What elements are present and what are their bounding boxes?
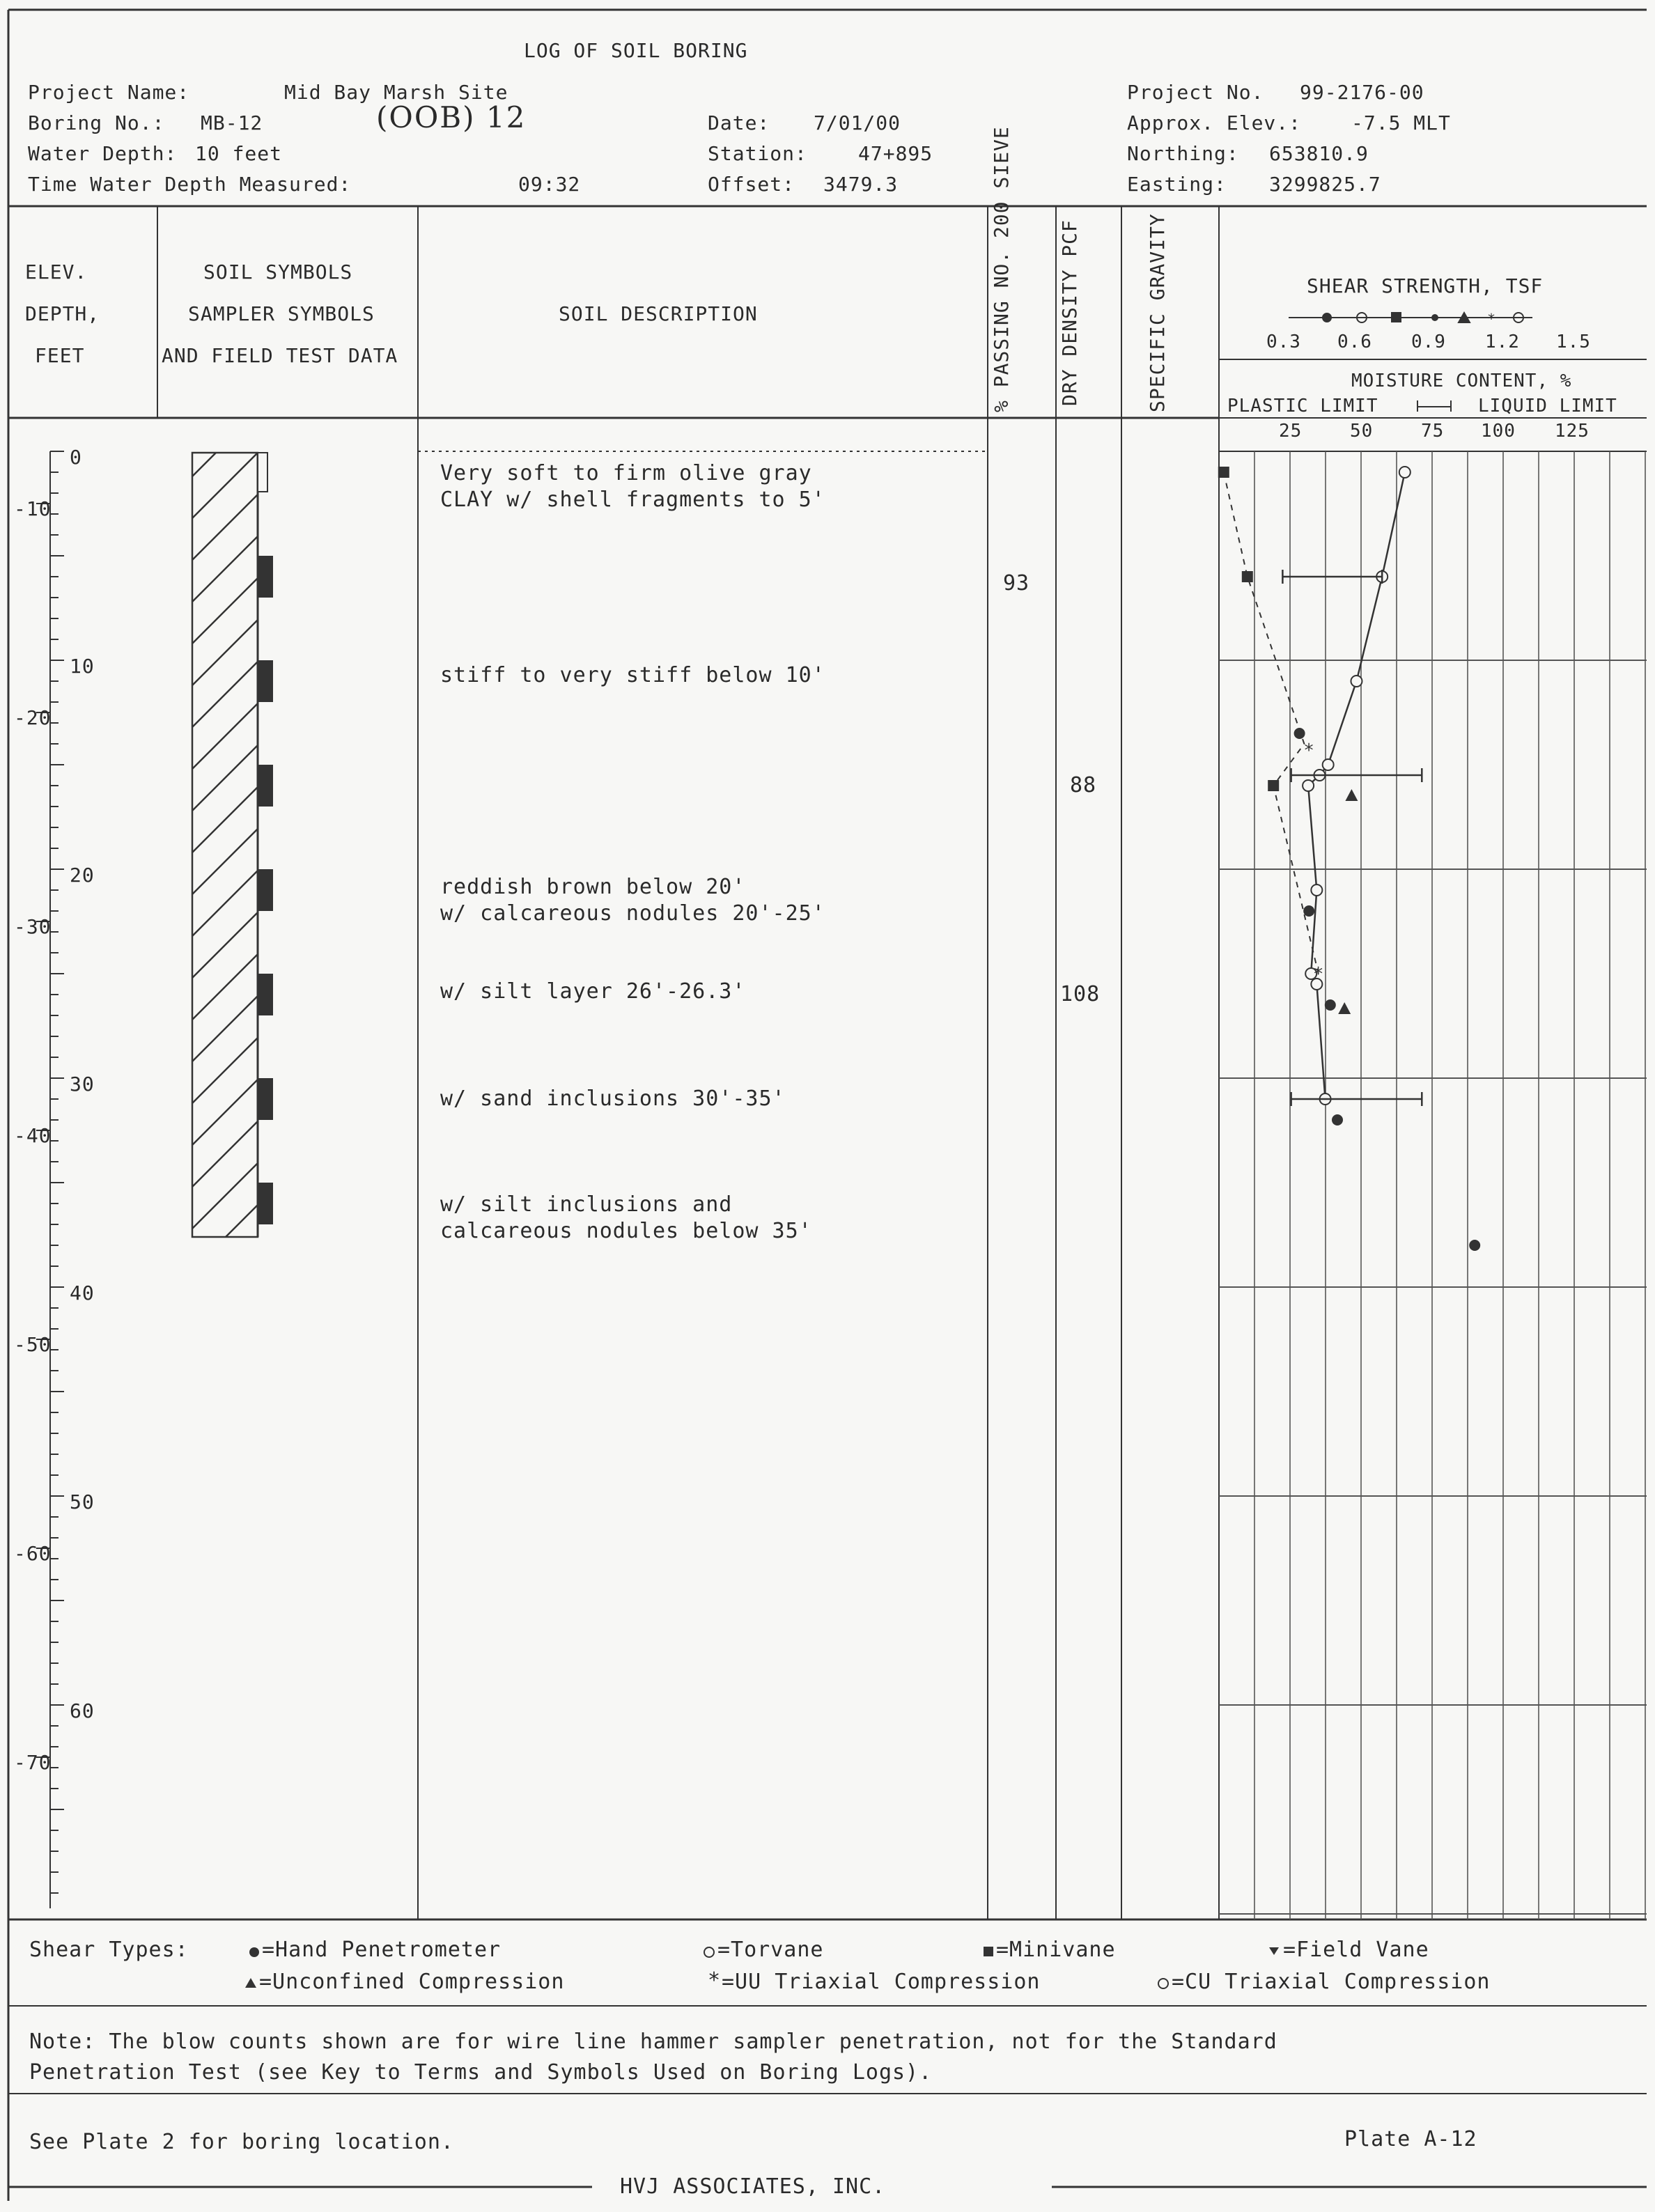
note-line-2: Penetration Test (see Key to Terms and Symbols Used on Boring Logs).: [29, 2060, 933, 2085]
col-passing: % PASSING NO. 200 SIEVE: [990, 126, 1013, 412]
legend-torvane: =Torvane: [717, 1938, 824, 1962]
uu-triaxial-point: *: [1312, 964, 1324, 985]
offset-value: 3479.3: [823, 173, 899, 196]
field-vane-icon: [1269, 1947, 1279, 1955]
moisture-point: [1303, 780, 1314, 791]
moisture-tick-3: 75: [1421, 421, 1445, 442]
offset-label: Offset:: [708, 173, 795, 196]
sampler-block: [258, 453, 267, 492]
moisture-point: [1399, 467, 1411, 478]
project-no-label: Project No.: [1127, 81, 1264, 104]
station-label: Station:: [708, 142, 807, 165]
moisture-point: [1351, 676, 1362, 687]
svg-text:*: *: [1487, 311, 1496, 327]
depth-axis: [36, 451, 64, 1908]
limit-bar-symbol: [1417, 406, 1452, 407]
moisture-content-line: [1308, 472, 1405, 1099]
col-elev-3: FEET: [35, 344, 85, 367]
passing-value-1: 93: [1003, 571, 1030, 595]
date-value: 7/01/00: [814, 111, 901, 134]
uu-triaxial-icon: *: [708, 1968, 722, 1993]
shear-symbol-strip: [1289, 311, 1532, 327]
boring-no: MB-12: [201, 111, 263, 134]
desc-line-1: Very soft to firm olive gray: [440, 461, 812, 485]
density-value-2: 108: [1060, 982, 1101, 1006]
desc-line-8: w/ silt inclusions and: [440, 1192, 733, 1217]
moisture-title: MOISTURE CONTENT, %: [1351, 371, 1572, 391]
easting-label: Easting:: [1127, 173, 1227, 196]
desc-line-6: w/ silt layer 26'-26.3': [440, 979, 746, 1004]
moisture-point: [1323, 759, 1334, 770]
unconfined-compression-icon: [245, 1978, 256, 1988]
station-value: 47+895: [858, 142, 933, 165]
col-sym-1: SOIL SYMBOLS: [203, 260, 353, 283]
moisture-tick-5: 125: [1555, 421, 1590, 442]
elev-label-70: -70: [14, 1751, 52, 1774]
company-name: HVJ ASSOCIATES, INC.: [620, 2174, 886, 2199]
project-no: 99-2176-00: [1300, 81, 1424, 104]
legend-label: Shear Types:: [29, 1938, 189, 1962]
sampler-block: [258, 869, 273, 911]
date-label: Date:: [708, 111, 770, 134]
col-sym-3: AND FIELD TEST DATA: [162, 344, 398, 367]
uu-strength-trend: [1224, 472, 1319, 974]
legend-field-vane: =Field Vane: [1283, 1938, 1429, 1962]
boring-stamp: (OOB) 12: [376, 100, 527, 134]
elev-label-40: -40: [14, 1124, 52, 1147]
hand-penetrometer-point: [1294, 728, 1305, 739]
elev-label-50: -50: [14, 1333, 52, 1356]
moisture-tick-1: 25: [1279, 421, 1303, 442]
col-soil-description: SOIL DESCRIPTION: [559, 302, 758, 325]
legend-cu: =CU Triaxial Compression: [1172, 1970, 1491, 1994]
sampler-block: [258, 1078, 273, 1120]
minivane-point: [1218, 467, 1229, 478]
hand-penetrometer-point: [1325, 999, 1336, 1011]
elev-label: Approx. Elev.:: [1127, 111, 1302, 134]
log-title: LOG OF SOIL BORING: [524, 39, 748, 62]
depth-label-20: 20: [70, 864, 95, 887]
torvane-icon: [704, 1947, 715, 1958]
density-value-1: 88: [1070, 773, 1097, 797]
cu-triaxial-icon: [1158, 1978, 1169, 1989]
desc-line-7: w/ sand inclusions 30'-35': [440, 1086, 786, 1111]
boring-no-label: Boring No.:: [28, 111, 165, 134]
hand-penetrometer-point: [1303, 905, 1314, 917]
depth-label-10: 10: [70, 655, 95, 678]
uu-triaxial-point: *: [1303, 740, 1314, 761]
time-label: Time Water Depth Measured:: [28, 173, 352, 196]
hand-penetrometer-point: [1469, 1240, 1480, 1251]
shear-tick-3: 0.9: [1411, 332, 1446, 352]
easting-value: 3299825.7: [1269, 173, 1381, 196]
elev-label-20: -20: [14, 706, 52, 729]
depth-label-40: 40: [70, 1282, 95, 1304]
sampler-block: [258, 556, 273, 598]
sampler-block: [258, 974, 273, 1015]
minivane-point: [1242, 571, 1253, 582]
depth-label-60: 60: [70, 1699, 95, 1722]
depth-label-0: 0: [70, 446, 82, 469]
project-name: Mid Bay Marsh Site: [284, 81, 508, 104]
elev-label-30: -30: [14, 915, 52, 938]
northing-value: 653810.9: [1269, 142, 1369, 165]
depth-label-50: 50: [70, 1490, 95, 1513]
elev-value: -7.5 MLT: [1351, 111, 1451, 134]
hand-penetrometer-point: [1332, 1114, 1343, 1126]
unconfined-compression-point: [1345, 789, 1358, 801]
moisture-tick-4: 100: [1481, 421, 1516, 442]
sampler-block: [258, 765, 273, 807]
shear-tick-4: 1.2: [1485, 332, 1520, 352]
sampler-block: [258, 660, 273, 702]
shear-tick-1: 0.3: [1266, 332, 1301, 352]
water-depth: 10 feet: [195, 142, 283, 165]
elev-label-60: -60: [14, 1542, 52, 1565]
minivane-icon: [984, 1947, 993, 1956]
time-value: 09:32: [518, 173, 581, 196]
plastic-limit-label: PLASTIC LIMIT: [1227, 396, 1378, 416]
shear-tick-5: 1.5: [1556, 332, 1591, 352]
moisture-tick-2: 50: [1350, 421, 1374, 442]
col-specific-gravity: SPECIFIC GRAVITY: [1146, 213, 1169, 412]
desc-line-4: reddish brown below 20': [440, 875, 746, 899]
desc-line-5: w/ calcareous nodules 20'-25': [440, 901, 825, 926]
moisture-point: [1311, 885, 1322, 896]
legend-unconfined: =Unconfined Compression: [259, 1970, 565, 1994]
desc-line-9: calcareous nodules below 35': [440, 1219, 812, 1243]
depth-label-30: 30: [70, 1073, 95, 1096]
legend-minivane: =Minivane: [996, 1938, 1116, 1962]
desc-line-2: CLAY w/ shell fragments to 5': [440, 488, 825, 512]
shear-tick-2: 0.6: [1337, 332, 1372, 352]
sampler-symbols: [258, 453, 273, 1224]
col-elev-2: DEPTH,: [25, 302, 100, 325]
unconfined-compression-point: [1338, 1002, 1351, 1014]
minivane-point: [1268, 780, 1279, 791]
sampler-block: [258, 1183, 273, 1224]
elev-label-10: -10: [14, 497, 52, 520]
note-line-1: Note: The blow counts shown are for wire line hammer sampler penetration, not for the Standard: [29, 2030, 1277, 2054]
liquid-limit-label: LIQUID LIMIT: [1478, 396, 1617, 416]
clay-soil-symbol: [192, 453, 258, 1237]
legend-hand: =Hand Penetrometer: [262, 1938, 502, 1962]
col-dry-density: DRY DENSITY PCF: [1058, 219, 1081, 406]
plate-reference: See Plate 2 for boring location.: [29, 2130, 454, 2154]
desc-line-3: stiff to very stiff below 10': [440, 663, 825, 687]
hand-penetrometer-icon: [249, 1947, 259, 1957]
col-sym-2: SAMPLER SYMBOLS: [188, 302, 375, 325]
project-name-label: Project Name:: [28, 81, 190, 104]
water-depth-label: Water Depth:: [28, 142, 178, 165]
legend-uu: =UU Triaxial Compression: [722, 1970, 1041, 1994]
shear-strength-title: SHEAR STRENGTH, TSF: [1307, 274, 1544, 297]
plate-number: Plate A-12: [1344, 2127, 1477, 2151]
col-elev-1: ELEV.: [25, 260, 88, 283]
northing-label: Northing:: [1127, 142, 1239, 165]
